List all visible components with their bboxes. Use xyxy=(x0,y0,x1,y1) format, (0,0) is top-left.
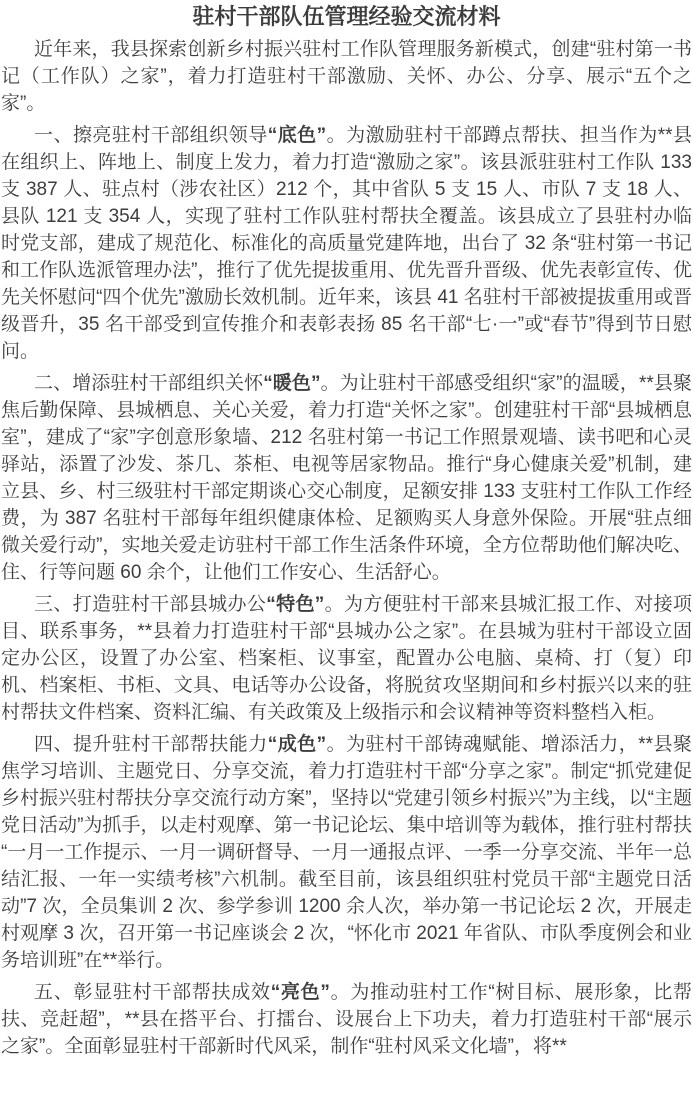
body-text: 。为推动驻村工作“树目标、展形象，比帮扶、竞赶超”，**县在搭平台、打擂台、设展台上下功夫，着力打造驻村干部“展示之家”。全面彰显驻村干部新时代风采，制作“驻村风采文化墙”，将** xyxy=(1,982,692,1057)
body-text: 五、彰显驻村干部帮扶成效 xyxy=(34,982,271,1003)
body-text: 四、提升驻村干部帮扶能力 xyxy=(34,734,268,755)
body-text: 。为方便驻村干部来县城汇报工作、对接项目、联系事务，**县着力打造驻村干部“县城办公之家”。在县城为驻村干部设立固定办公区，设置了办公室、档案柜、议事室，配置办公电脑、桌椅、打（复）印机、档案柜、书柜、文具、电话等办公设备，将脱贫攻坚期间和乡村振兴以来的驻村帮扶文件档案、资料汇编、有关政策及上级指示和会议精神等资料整档入柜。 xyxy=(1,594,692,723)
paragraph xyxy=(1,36,692,117)
paragraph xyxy=(1,979,692,1060)
document-title: 驻村干部队伍管理经验交流材料 xyxy=(192,4,501,29)
paragraph xyxy=(1,731,692,974)
body-text: 一、擦亮驻村干部组织领导 xyxy=(34,125,268,146)
body-text: 二、增添驻村干部组织关怀 xyxy=(34,373,264,394)
emphasized-text: “底色” xyxy=(267,125,327,146)
body-text: 三、打造驻村干部县城办公 xyxy=(34,594,267,615)
paragraph xyxy=(1,591,692,726)
paragraph xyxy=(1,122,692,365)
document-body xyxy=(1,36,692,1060)
paragraph xyxy=(1,370,692,586)
body-text: 。为让驻村干部感受组织“家”的温暖，**县聚焦后勤保障、县城栖息、关心关爱，着力打造“关怀之家”。创建驻村干部“县城栖息室”，建成了“家”字创意形象墙、212 名驻村第一书记工作照景观墙、读书吧和心灵驿站，添置了沙发、茶几、茶柜、电视等居家物品。推行“身心健康关爱”机制，建立县、乡、村三级驻村干部定期谈心交心制度，足额安排 133 支驻村工作队工作经费，为 387 名驻村干部每年组织健康体检、足额购买人身意外保险。开展“驻点细微关爱行动”，实地关爱走访驻村干部工作生活条件环境，全方位帮助他们解决吃、住、行等问题 60 余个，让他们工作安心、生活舒心。 xyxy=(1,373,692,583)
body-text: 近年来，我县探索创新乡村振兴驻村工作队管理服务新模式，创建“驻村第一书记（工作队）之家”，着力打造驻村干部激励、关怀、办公、分享、展示“五个之家”。 xyxy=(1,39,692,114)
emphasized-text: “特色” xyxy=(266,594,325,615)
body-text: 。为激励驻村干部蹲点帮扶、担当作为**县在组织上、阵地上、制度上发力，着力打造“激励之家”。该县派驻驻村工作队 133 支 387 人、驻点村（涉农社区）212 个，其中省队 5 支 15 人、市队 7 支 18 人、县队 121 支 354 人，实现了驻村工作队驻村帮扶全覆盖。该县成立了县驻村办临时党支部，建成了规范化、标准化的高质量党建阵地，出台了 32 条“驻村第一书记和工作队选派管理办法”，推行了优先提拔重用、优先晋升晋级、优先表彰宣传、优先关怀慰问“四个优先”激励长效机制。近年来，该县 41 名驻村干部被提拔重用或晋级晋升，35 名干部受到宣传推介和表彰表扬 85 名干部“七·一”或“春节”得到节日慰问。 xyxy=(1,125,692,362)
emphasized-text: “暖色” xyxy=(263,373,321,394)
emphasized-text: “亮色” xyxy=(270,982,330,1003)
body-text: 。为驻村干部铸魂赋能、增添活力，**县聚焦学习培训、主题党日、分享交流，着力打造驻村干部“分享之家”。制定“抓党建促乡村振兴驻村帮扶分享交流行动方案”，坚持以“党建引领乡村振兴”为主线，以“主题党日活动”为抓手，以走村观摩、第一书记论坛、集中培训等为载体，推行驻村帮扶“一月一工作提示、一月一调研督导、一月一通报点评、一季一分享交流、半年一总结汇报、一年一实绩考核”六机制。截至目前，该县组织驻村党员干部“主题党日活动”7 次，全员集训 2 次、参学参训 1200 余人次，举办第一书记论坛 2 次，开展走村观摩 3 次，召开第一书记座谈会 2 次，“怀化市 2021 年省队、市队季度例会和业务培训班”在**举行。 xyxy=(1,734,692,971)
emphasized-text: “成色” xyxy=(267,734,327,755)
